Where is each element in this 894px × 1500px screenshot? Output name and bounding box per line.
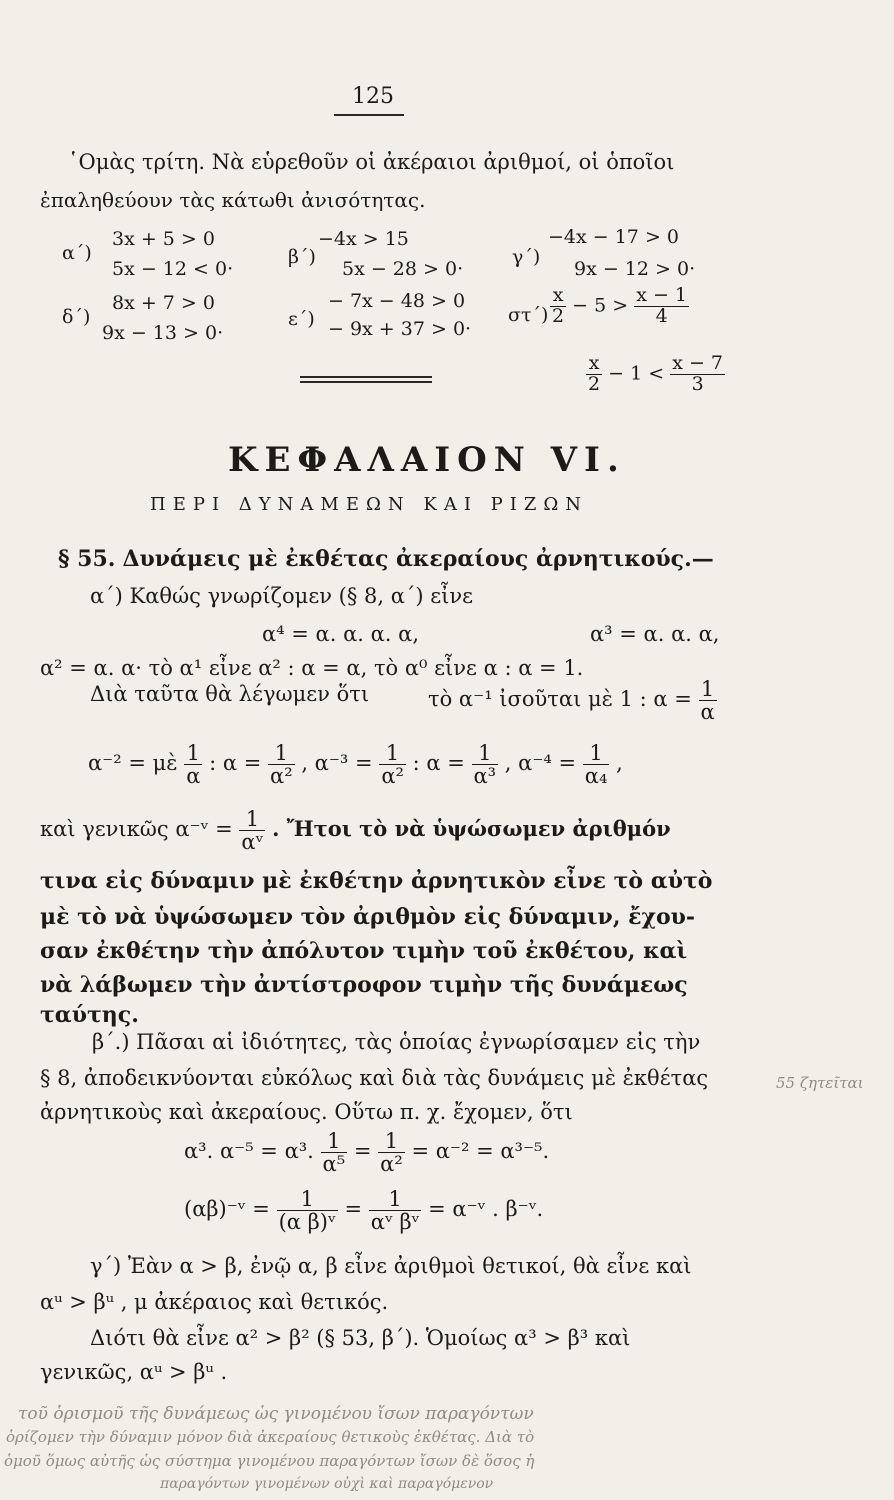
- equation-alpha2: α² = α. α· τὸ α¹ εἶνε α² : α = α, τὸ α⁰ εἶνε α : α = 1.: [40, 656, 584, 680]
- fraction: $\frac{1}{\text{αᵛ βᵛ}}$: [370, 1187, 420, 1235]
- handwritten-note-line-3: ὁμοῦ ὅμως αὐτῆς ὡς σύστημα γινομένου παραγόντων ἴσων δὲ ὅσος ἡ: [4, 1452, 535, 1470]
- rule-text-line-2: μὲ τὸ νὰ ὑψώσωμεν τὸν ἀριθμὸν εἰς δύναμιν, ἔχου-: [40, 904, 696, 930]
- paragraph-g-line-3: Διότι θὰ εἶνε α² > β² (§ 53, β΄). Ὁμοίως α³ > β³ καὶ: [90, 1326, 631, 1350]
- equation-alpha3: α³ = α. α. α,: [590, 622, 720, 646]
- fraction: $\frac{1}{\alpha}$: [186, 741, 201, 789]
- fraction: $\frac{1}{\text{(α β)ᵛ}}$: [278, 1187, 336, 1235]
- rule-text-line-5: ταύτης.: [40, 1002, 139, 1028]
- paragraph-g-line-1: γ΄) Ἐὰν α > β, ἐνῷ α, β εἶνε ἀριθμοὶ θετικοί, θὰ εἶνε καὶ: [90, 1254, 692, 1278]
- paragraph-g-line-2: αᵘ > βᵘ , μ ἀκέραιος καὶ θετικός.: [40, 1290, 389, 1314]
- definition-alpha-minus-1: τὸ α⁻¹ ἰσοῦται μὲ 1 : α = $\frac{1}{\alpha}$: [428, 677, 715, 725]
- section-title: Δυνάμεις μὲ ἐκθέτας ἀκεραίους ἀρνητικούς.—: [122, 546, 714, 572]
- equation-power-of-product: (αβ)⁻ᵛ = $\frac{1}{\text{(α β)ᵛ}}$ = $\frac{1}{\text{αᵛ βᵛ}}$ = α⁻ᵛ . β⁻ᵛ.: [184, 1187, 544, 1235]
- intro-line-2: ἐπαληθεύουν τὰς κάτωθι ἀνισότητας.: [40, 188, 426, 212]
- handwritten-margin-note: 55 ζητεῖται: [776, 1074, 864, 1092]
- system-d-line-1: 8x + 7 > 0: [112, 292, 215, 314]
- equation-negative-powers: α⁻² = μὲ $\frac{1}{\alpha}$ : α = $\frac{1}{\text{α²}}$ , α⁻³ = $\frac{1}{\text{α²}}$ : α = $\frac{1}{\text{α³}}$ , α⁻⁴ = $\frac{1}{\text{α₄}}$ ,: [88, 741, 623, 789]
- system-d-label: δ΄): [62, 306, 91, 328]
- fraction: $\frac{1}{\text{α⁵}}$: [322, 1129, 346, 1177]
- system-st-label: στ΄): [508, 304, 549, 326]
- system-b-label: β΄): [288, 246, 316, 268]
- page-number: 125: [352, 84, 394, 109]
- system-g-label: γ΄): [512, 246, 541, 268]
- section-number: § 55.: [58, 546, 116, 572]
- chapter-subtitle: ΠΕΡΙ ΔΥΝΑΜΕΩΝ ΚΑΙ ΡΙΖΩΝ: [150, 494, 589, 515]
- equation-alpha4: α⁴ = α. α. α. α,: [262, 622, 419, 646]
- paragraph-g-line-4: γενικῶς, αᵘ > βᵘ .: [40, 1360, 228, 1384]
- system-st-line-2: $\frac{x}{2}$ − 1 < $\frac{x - 7}{3}$: [588, 352, 724, 395]
- fraction: $\frac{1}{\text{α₄}}$: [584, 741, 608, 789]
- system-a-line-1: 3x + 5 > 0: [112, 228, 215, 250]
- handwritten-note-line-2: ὁρίζομεν τὴν δύναμιν μόνον διὰ ἀκεραίους θετικοὺς ἐκθέτας. Διὰ τὸ: [6, 1428, 535, 1446]
- paragraph-a-intro: α΄) Καθώς γνωρίζομεν (§ 8, α΄) εἶνε: [90, 584, 474, 608]
- general-definition: καὶ γενικῶς α⁻ᵛ = $\frac{1}{\text{αᵛ}}$ . Ἤτοι τὸ νὰ ὑψώσωμεν ἀριθμόν: [40, 807, 671, 855]
- rule-text-line-1: τινα εἰς δύναμιν μὲ ἐκθέτην ἀρνητικὸν εἶνε τὸ αὐτὸ: [40, 868, 713, 894]
- chapter-title: ΚΕΦΑΛΑΙΟΝ VI.: [228, 440, 626, 480]
- fraction: $\frac{1}{\text{α²}}$: [270, 741, 293, 789]
- system-b-line-2: 5x − 28 > 0·: [342, 258, 464, 280]
- equation-product-rule: α³. α⁻⁵ = α³. $\frac{1}{\text{α⁵}}$ = $\frac{1}{\text{α²}}$ = α⁻² = α³⁻⁵.: [184, 1129, 550, 1177]
- definition-line: Διὰ ταῦτα θὰ λέγωμεν ὅτι: [90, 682, 370, 706]
- system-e-line-1: − 7x − 48 > 0: [328, 290, 466, 312]
- rule-text-line-3: σαν ἐκθέτην τὴν ἀπόλυτον τιμὴν τοῦ ἐκθέτου, καὶ: [40, 938, 688, 964]
- system-e-label: ε΄): [288, 308, 315, 330]
- fraction: $\frac{x - 7}{3}$: [672, 352, 724, 395]
- divider-rule-top: [300, 376, 432, 378]
- fraction: $\frac{1}{\text{α³}}$: [473, 741, 497, 789]
- fraction: $\frac{1}{\text{α²}}$: [381, 741, 404, 789]
- system-a-line-2: 5x − 12 < 0·: [112, 258, 234, 280]
- handwritten-note-line-1: τοῦ ὁρισμοῦ τῆς δυνάμεως ὡς γινομένου ἴσων παραγόντων: [18, 1404, 534, 1424]
- system-e-line-2: − 9x + 37 > 0·: [328, 318, 472, 340]
- fraction: $\frac{x}{2}$: [588, 352, 601, 395]
- system-d-line-2: 9x − 13 > 0·: [102, 322, 224, 344]
- fraction: $\frac{1}{\text{αᵛ}}$: [241, 807, 264, 855]
- handwritten-note-line-4: παραγόντων γινομένων οὐχὶ καὶ παραγόμενον: [160, 1476, 494, 1492]
- paragraph-b-line-3: ἀρνητικοὺς καὶ ἀκεραίους. Οὕτω π. χ. ἔχομεν, ὅτι: [40, 1100, 573, 1124]
- system-g-line-1: −4x − 17 > 0: [548, 226, 679, 248]
- fraction: $\frac{x}{2}$: [552, 284, 565, 327]
- system-b-line-1: −4x > 15: [318, 228, 409, 250]
- fraction: $\frac{1}{\alpha}$: [700, 677, 715, 725]
- system-g-line-2: 9x − 12 > 0·: [574, 258, 696, 280]
- rule-text-line-4: νὰ λάβωμεν τὴν ἀντίστροφον τιμὴν τῆς δυνάμεως: [40, 972, 688, 998]
- fraction: $\frac{x - 1}{4}$: [636, 284, 688, 327]
- paragraph-b-line-2: § 8, ἀποδεικνύονται εὐκόλως καὶ διὰ τὰς δυνάμεις μὲ ἐκθέτας: [40, 1066, 709, 1090]
- paragraph-b-line-1: β΄.) Πᾶσαι αἱ ἰδιότητες, τὰς ὁποίας ἐγνωρίσαμεν εἰς τὴν: [92, 1030, 701, 1054]
- system-st-line-1: $\frac{x}{2}$ − 5 > $\frac{x - 1}{4}$: [552, 284, 688, 327]
- fraction: $\frac{1}{\text{α²}}$: [380, 1129, 403, 1177]
- divider-rule-bottom: [300, 381, 432, 383]
- system-a-label: α΄): [62, 242, 92, 264]
- intro-line-1: ῾Ομὰς τρίτη. Νὰ εὑρεθοῦν οἱ ἀκέραιοι ἀριθμοί, οἱ ὁποῖοι: [68, 150, 675, 174]
- section-heading: [58, 546, 714, 572]
- page-number-rule: [334, 114, 404, 116]
